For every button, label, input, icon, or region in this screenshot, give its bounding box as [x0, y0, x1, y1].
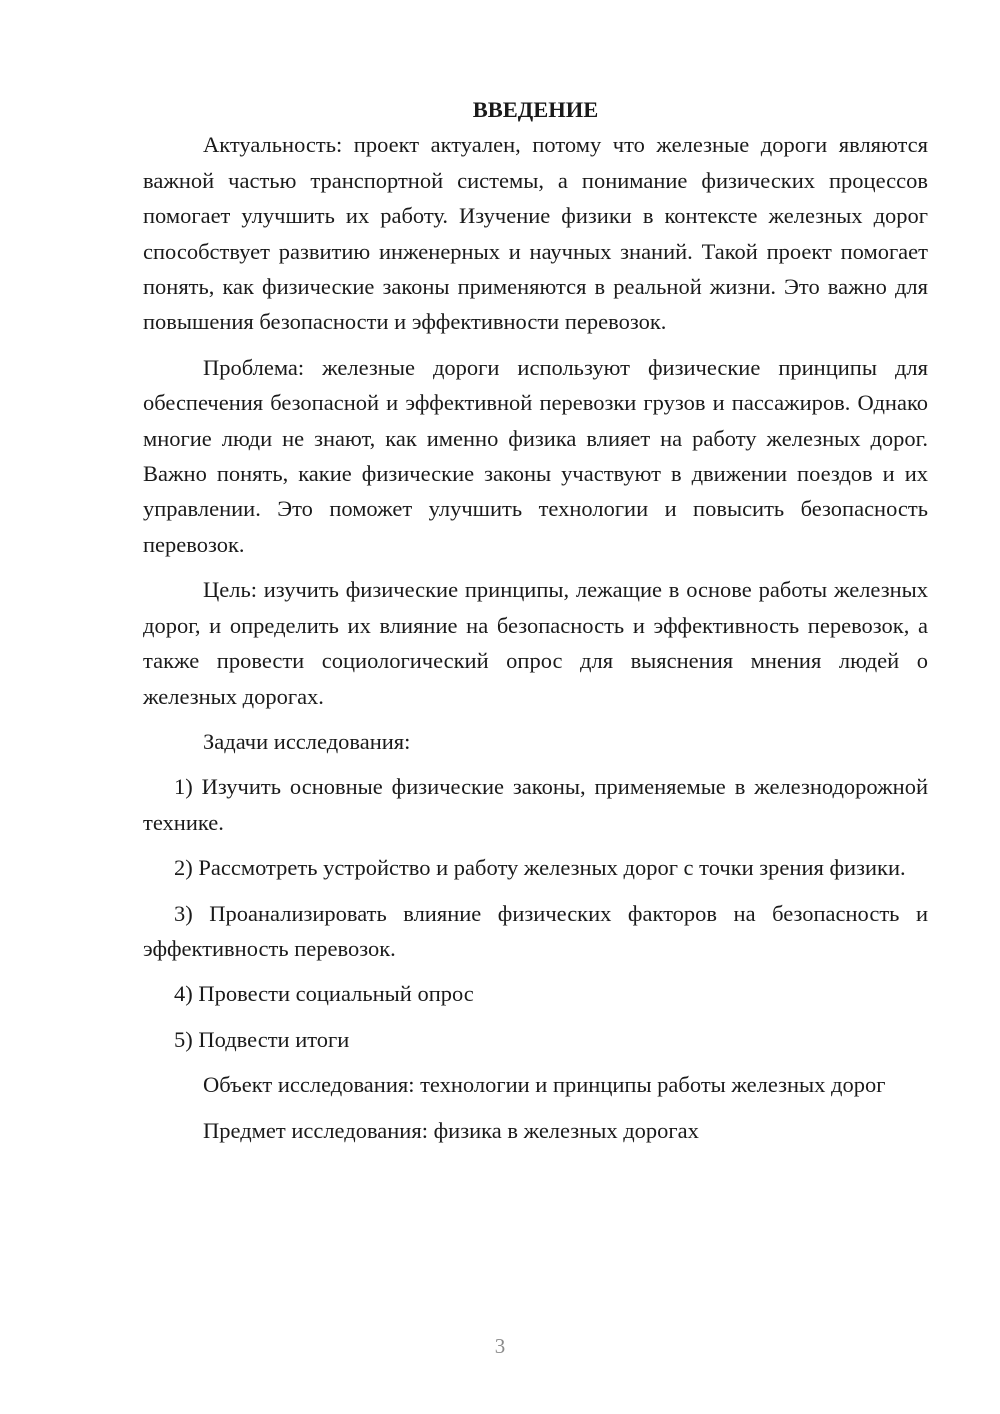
paragraph-problem: Проблема: железные дороги используют физические принципы для обеспечения безопасной и эффективной перевозки грузов и пассажиров. Однако многие люди не знают, как именно физика влияет на работу железных дорог. Важно понять, какие физические законы участвуют в движении поездов и их управлении. Это поможет улучшить технологии и повысить безопасность перевозок. [143, 354, 928, 557]
paragraph-goal: Цель: изучить физические принципы, лежащие в основе работы железных дорог, и определить их влияние на безопасность и эффективность перевозок, а также провести социологический опрос для выяснения мнения людей о железных дорогах. [143, 577, 928, 709]
paragraph-subject: Предмет исследования: физика в железных дорогах [203, 1117, 699, 1143]
page-number: 3 [494, 1334, 506, 1358]
task-item-4: 4) Провести социальный опрос [174, 981, 474, 1007]
tasks-heading: Задачи исследования: [203, 728, 411, 754]
page-content [143, 92, 928, 1158]
task-item-1: 1) Изучить основные физические законы, применяемые в железнодорожной технике. [143, 774, 928, 835]
paragraph-relevance: Актуальность: проект актуален, потому что железные дороги являются важной частью транспортной системы, а понимание физических процессов помогает улучшить их работу. Изучение физики в контексте железных дорог способствует развитию инженерных и научных знаний. Такой проект помогает понять, как физические законы применяются в реальной жизни. Это важно для повышения безопасности и эффективности перевозок. [143, 132, 928, 335]
paragraph-object: Объект исследования: технологии и принципы работы железных дорог [203, 1072, 886, 1098]
task-item-3: 3) Проанализировать влияние физических факторов на безопасность и эффективность перевозок. [143, 900, 928, 961]
section-title: ВВЕДЕНИЕ [472, 97, 599, 122]
task-item-2: 2) Рассмотреть устройство и работу железных дорог с точки зрения физики. [174, 855, 906, 881]
task-item-5: 5) Подвести итоги [174, 1026, 350, 1052]
